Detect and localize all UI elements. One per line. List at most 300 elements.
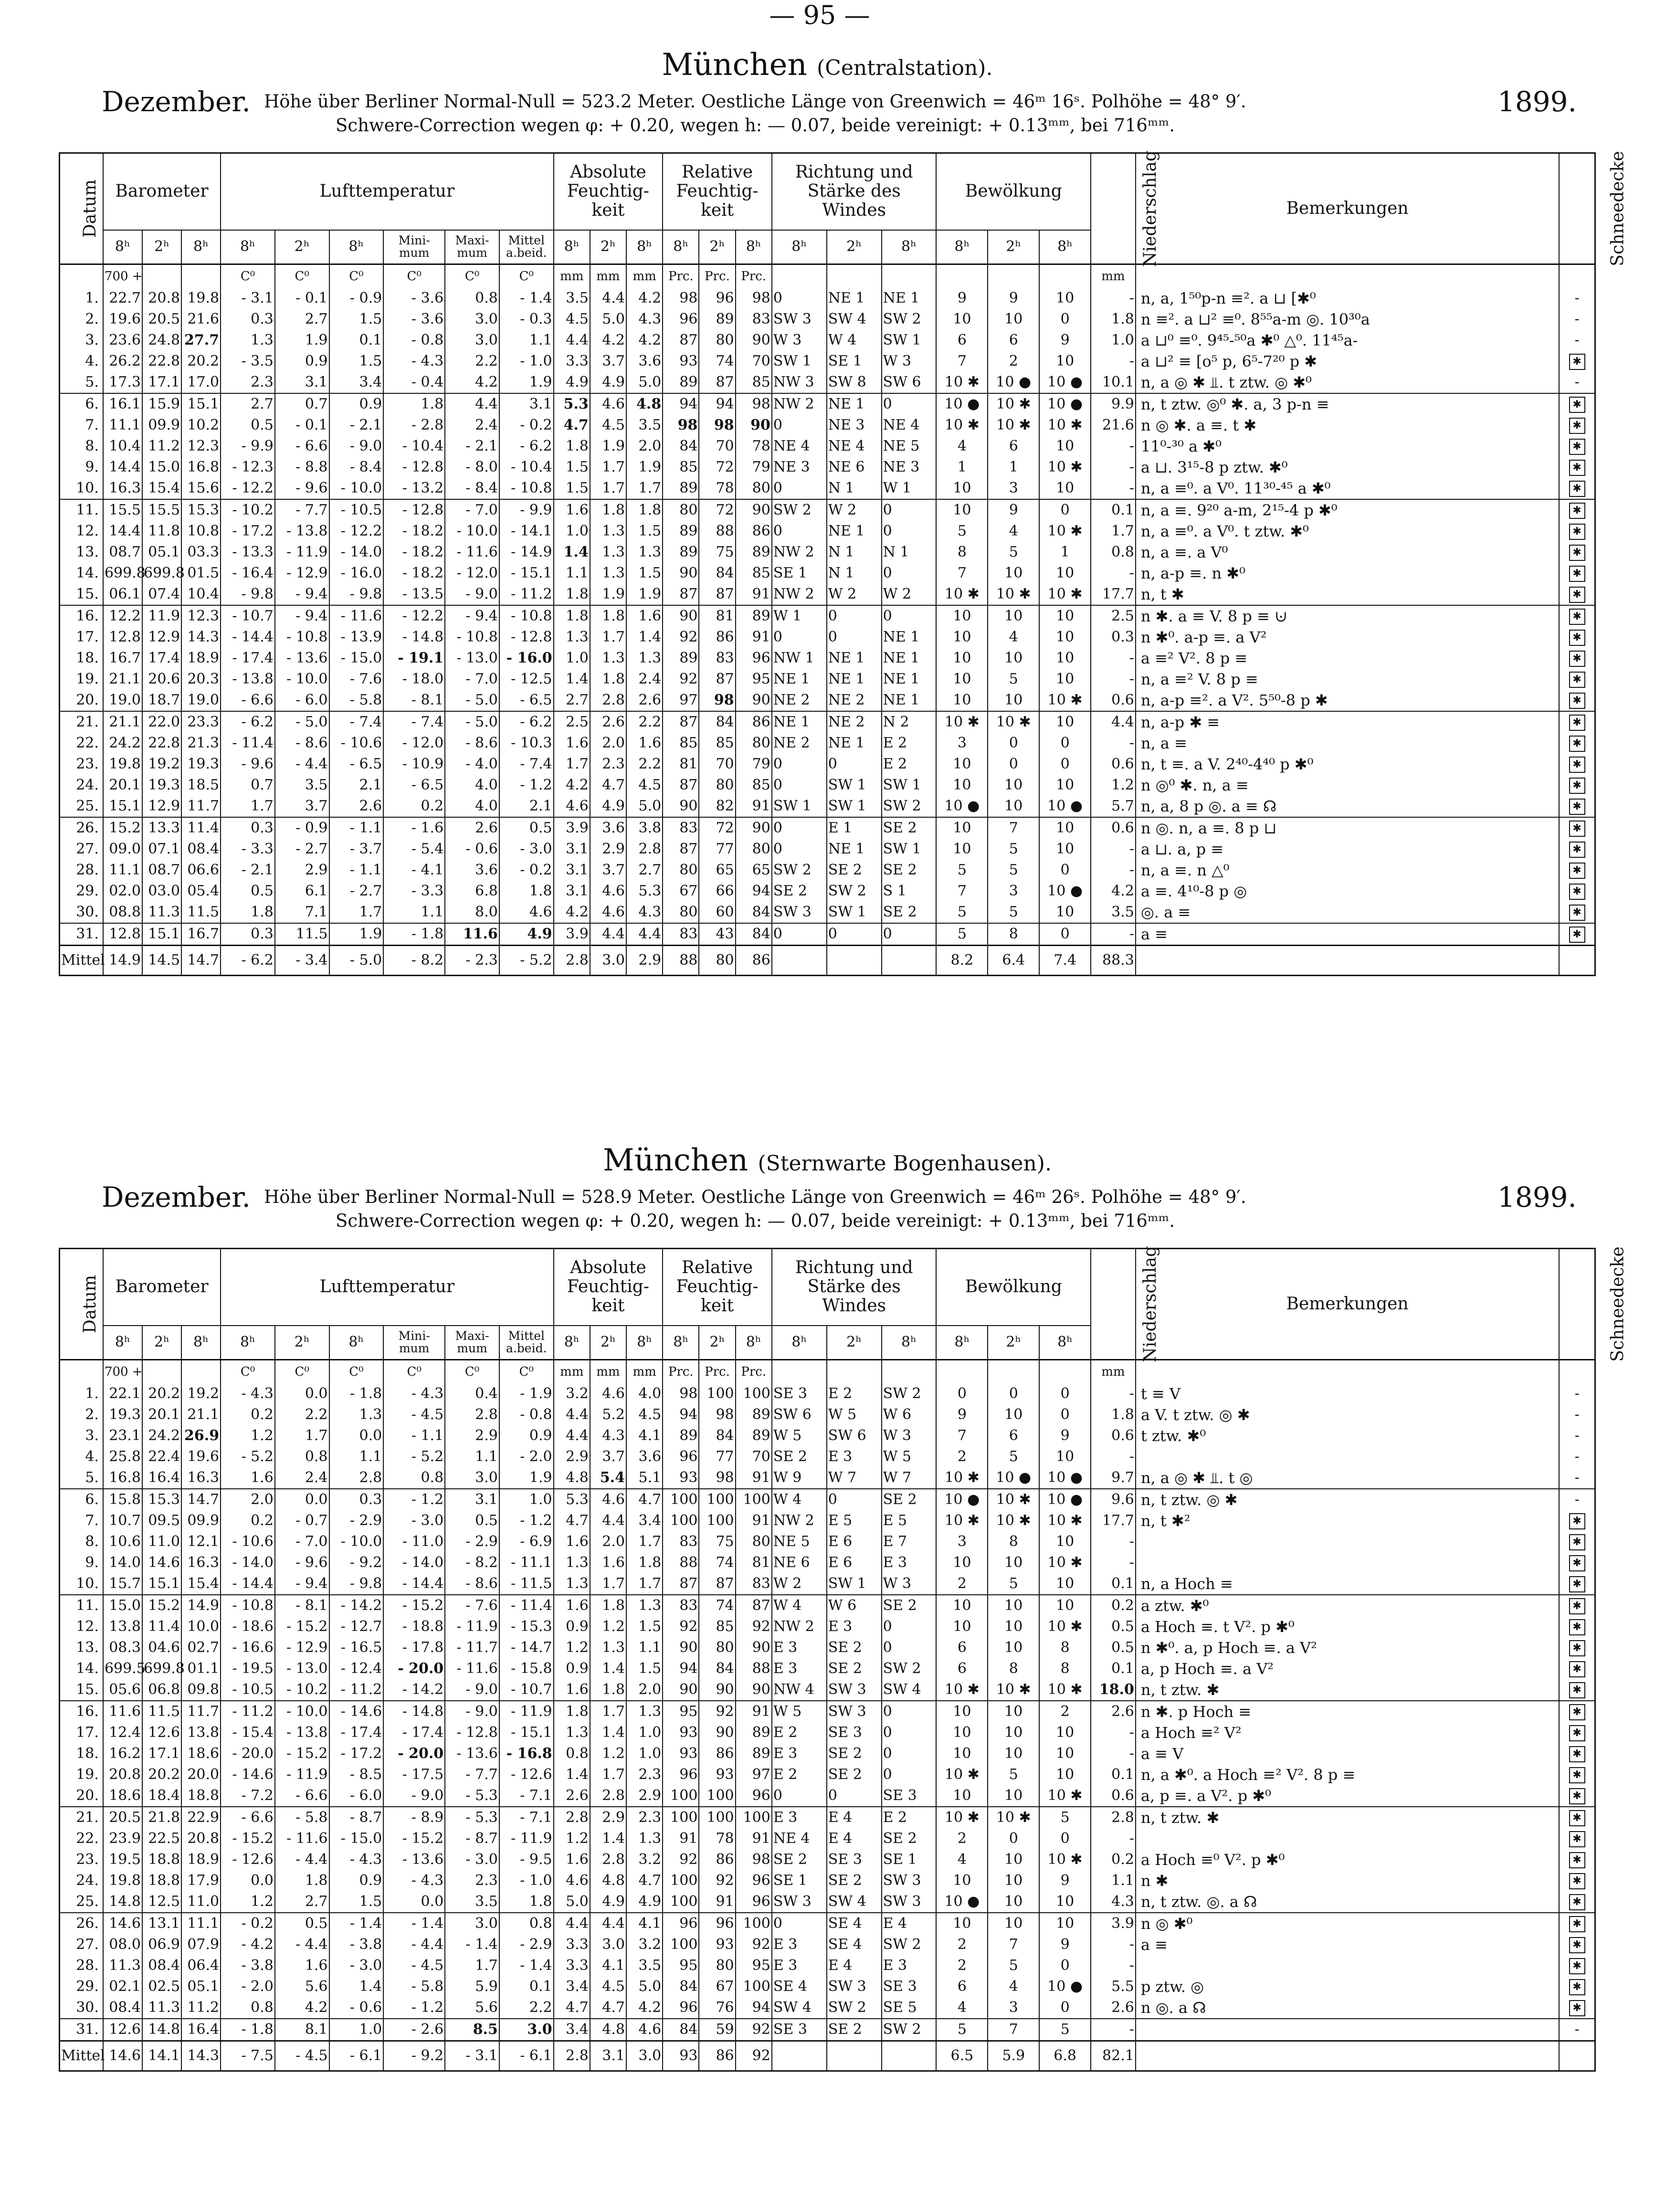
baro-8h-evening-cell: 02.7	[181, 1637, 221, 1658]
rel-hum-2h-cell: 100	[699, 1807, 735, 1828]
cloud-8h-evening-cell: 9	[1039, 1934, 1091, 1955]
temp-8h-evening-cell: - 0.6	[329, 1997, 384, 2019]
precipitation-cell: -	[1091, 1955, 1136, 1976]
remarks-cell: n ◎ ✱. a ≡. t ✱	[1136, 415, 1559, 436]
baro-8h-cell: 26.2	[103, 351, 142, 372]
wind-8h-cell: NE 6	[772, 1552, 827, 1573]
table-row	[60, 1510, 1595, 1531]
remarks-cell	[1136, 1955, 1559, 1976]
rel-hum-8h-evening-cell: 86	[736, 711, 772, 733]
temp-max-cell: - 8.4	[445, 478, 499, 499]
temp-8h-evening-cell: 1.1	[329, 1446, 384, 1467]
abs-feuchtigkeit-header: Absolute Feuchtig- keit	[554, 153, 663, 230]
precipitation-cell: 1.8	[1091, 1404, 1136, 1425]
rel-hum-8h-evening-cell: 98	[736, 288, 772, 309]
table-row	[60, 1531, 1595, 1552]
day-cell: 6.	[60, 393, 103, 415]
datum-header: Datum	[60, 1249, 103, 1360]
baro-8h-cell: 14.6	[103, 2041, 142, 2071]
hour-2-header: 2ʰ	[275, 1326, 329, 1360]
temp-mean-cell: - 6.9	[499, 1531, 554, 1552]
temp-max-cell: 2.6	[445, 817, 499, 839]
cloud-8h-cell: 7	[936, 563, 988, 584]
day-cell: 12.	[60, 521, 103, 542]
remarks-cell	[1136, 2041, 1559, 2071]
remarks-cell: a ≡	[1136, 1934, 1559, 1955]
cloud-8h-evening-cell: 10	[1039, 1531, 1091, 1552]
cloud-2h-cell: 6	[988, 330, 1039, 351]
wind-2h-cell: 0	[827, 627, 882, 648]
cloud-8h-evening-cell: 10 ●	[1039, 796, 1091, 817]
cloud-8h-evening-cell: 10 ✱	[1039, 584, 1091, 605]
cloud-2h-cell: 10	[988, 1891, 1039, 1913]
abs-hum-2h-cell: 4.7	[590, 1997, 626, 2019]
baro-8h-cell: 23.9	[103, 1828, 142, 1849]
wind-2h-cell: W 2	[827, 499, 882, 521]
rel-hum-8h-evening-cell: 89	[736, 605, 772, 627]
abs-hum-8h-cell: 1.5	[554, 457, 590, 478]
day-cell: 10.	[60, 478, 103, 499]
wind-2h-cell: 0	[827, 605, 882, 627]
wind-2h-cell: NE 2	[827, 711, 882, 733]
remarks-cell: n, t ztw. ✱	[1136, 1679, 1559, 1701]
wind-8h-cell: 0	[772, 415, 827, 436]
precipitation-cell: 0.5	[1091, 1637, 1136, 1658]
snow-cover-cell	[1559, 796, 1595, 817]
abs-hum-8h-evening-cell: 2.0	[626, 1679, 663, 1701]
wind-2h-cell: E 3	[827, 1446, 882, 1467]
temp-2h-cell: - 13.8	[275, 1722, 329, 1743]
snow-cover-cell	[1559, 1976, 1595, 1997]
abs-hum-2h-cell: 3.7	[590, 860, 626, 881]
cloud-8h-cell: 10	[936, 690, 988, 711]
precipitation-cell: 17.7	[1091, 584, 1136, 605]
temp-8h-evening-cell: - 7.6	[329, 669, 384, 690]
station-name: München	[662, 47, 807, 83]
abs-hum-8h-cell: 4.7	[554, 415, 590, 436]
lufttemperatur-header: Lufttemperatur	[221, 1249, 554, 1326]
temp-8h-cell: - 9.9	[221, 436, 275, 457]
wind-8h-evening-cell: S 1	[882, 881, 937, 902]
cloud-2h-cell: 10	[988, 309, 1039, 330]
temp-8h-cell: - 6.2	[221, 711, 275, 733]
cloud-2h-cell: 10	[988, 1785, 1039, 1807]
hour-8-header: 8ʰ	[554, 1326, 590, 1360]
abs-hum-8h-cell: 4.2	[554, 775, 590, 796]
wind-8h-evening-cell: 0	[882, 499, 937, 521]
rel-hum-8h-evening-cell: 100	[736, 1383, 772, 1404]
temp-2h-cell: 3.7	[275, 796, 329, 817]
wind-2h-cell	[827, 264, 882, 288]
temp-mean-cell: - 12.5	[499, 669, 554, 690]
temp-min-cell: - 4.3	[383, 1870, 445, 1891]
cloud-8h-cell: 6	[936, 1637, 988, 1658]
wind-8h-evening-cell: SW 1	[882, 330, 937, 351]
mittel-row	[60, 2041, 1595, 2071]
wind-2h-cell: E 6	[827, 1531, 882, 1552]
baro-2h-cell: 04.6	[142, 1637, 181, 1658]
temp-mean-cell: - 7.1	[499, 1785, 554, 1807]
cloud-8h-cell: 10 ●	[936, 1489, 988, 1510]
rel-hum-8h-evening-cell: 89	[736, 1425, 772, 1446]
baro-8h-cell: 19.8	[103, 754, 142, 775]
remarks-cell: n, a, 8 p ◎. a ≡ ☊	[1136, 796, 1559, 817]
rel-feuchtigkeit-header: Relative Feuchtig- keit	[663, 1249, 772, 1326]
temp-min-cell: - 1.6	[383, 817, 445, 839]
abs-hum-8h-cell: 0.9	[554, 1616, 590, 1637]
wind-8h-evening-cell: E 3	[882, 1552, 937, 1573]
rel-hum-8h-cell: 85	[663, 457, 699, 478]
abs-hum-2h-cell: 1.3	[590, 563, 626, 584]
baro-8h-evening-cell: 11.4	[181, 817, 221, 839]
rel-hum-8h-evening-cell: 90	[736, 1637, 772, 1658]
temp-8h-cell: 0.2	[221, 1510, 275, 1531]
rel-hum-2h-cell: 75	[699, 1531, 735, 1552]
abs-hum-8h-cell: 4.9	[554, 372, 590, 393]
table-row	[60, 648, 1595, 669]
snow-cover-box-icon: ✱	[1569, 460, 1585, 476]
temp-8h-cell: - 10.8	[221, 1595, 275, 1616]
remarks-cell: a ⊔. 3¹⁵-8 p ztw. ✱⁰	[1136, 457, 1559, 478]
temp-8h-cell: 1.8	[221, 902, 275, 923]
abs-hum-8h-evening-cell: 5.0	[626, 372, 663, 393]
abs-hum-8h-evening-cell: 5.3	[626, 881, 663, 902]
day-cell: 23.	[60, 754, 103, 775]
hour-8-header: 8ʰ	[1039, 230, 1091, 264]
baro-8h-cell: 16.8	[103, 1467, 142, 1489]
temp-mean-cell: 1.1	[499, 330, 554, 351]
rel-hum-8h-evening-cell: 70	[736, 1446, 772, 1467]
remarks-cell: n, a-p ≡. n ✱⁰	[1136, 563, 1559, 584]
baro-2h-cell: 15.0	[142, 457, 181, 478]
abs-hum-2h-cell: 4.4	[590, 1913, 626, 1934]
cloud-8h-evening-cell	[1039, 1360, 1091, 1384]
rel-hum-8h-cell: 80	[663, 860, 699, 881]
baro-8h-evening-cell: 20.0	[181, 1764, 221, 1785]
cloud-2h-cell: 10 ✱	[988, 1489, 1039, 1510]
cloud-8h-cell: 5	[936, 902, 988, 923]
rel-hum-2h-cell: 100	[699, 1383, 735, 1404]
temp-2h-cell: - 13.6	[275, 648, 329, 669]
cloud-8h-evening-cell: 9	[1039, 330, 1091, 351]
temp-min-cell: - 1.2	[383, 1489, 445, 1510]
cloud-8h-evening-cell	[1039, 264, 1091, 288]
hour-8-header: 8ʰ	[663, 1326, 699, 1360]
abs-hum-8h-evening-cell: 5.0	[626, 1976, 663, 1997]
rel-hum-2h-cell: 98	[699, 1404, 735, 1425]
snow-cover-cell	[1559, 1870, 1595, 1891]
temp-min-cell: - 13.6	[383, 1849, 445, 1870]
table-row	[60, 1552, 1595, 1573]
abs-hum-8h-evening-cell: 1.5	[626, 1658, 663, 1679]
snow-cover-cell	[1559, 1891, 1595, 1913]
abs-hum-8h-cell: 5.3	[554, 393, 590, 415]
temp-mean-cell: - 12.8	[499, 627, 554, 648]
cloud-8h-evening-cell: 10	[1039, 711, 1091, 733]
baro-8h-evening-cell: 23.3	[181, 711, 221, 733]
baro-8h-cell: 17.3	[103, 372, 142, 393]
rel-hum-8h-evening-cell: 96	[736, 1891, 772, 1913]
baro-2h-cell: 20.5	[142, 309, 181, 330]
baro-2h-cell: 09.5	[142, 1510, 181, 1531]
temp-mean-cell: - 12.6	[499, 1764, 554, 1785]
abs-hum-2h-cell: 1.9	[590, 436, 626, 457]
abs-hum-2h-cell: 1.3	[590, 521, 626, 542]
baro-2h-cell: 19.2	[142, 754, 181, 775]
temp-8h-evening-cell: - 15.0	[329, 648, 384, 669]
rel-hum-8h-evening-cell: 92	[736, 1616, 772, 1637]
baro-2h-cell: 17.1	[142, 372, 181, 393]
temp-8h-cell: - 14.6	[221, 1764, 275, 1785]
baro-8h-cell: 15.1	[103, 796, 142, 817]
remarks-cell	[1136, 1360, 1559, 1384]
snow-cover-cell	[1559, 478, 1595, 499]
temp-min-cell: - 2.6	[383, 2019, 445, 2041]
precipitation-cell: 5.7	[1091, 796, 1136, 817]
wind-2h-cell: SW 3	[827, 1679, 882, 1701]
wind-8h-evening-cell: SW 1	[882, 839, 937, 860]
abs-hum-8h-evening-cell: 1.0	[626, 1722, 663, 1743]
abs-hum-8h-evening-cell: 1.5	[626, 563, 663, 584]
snow-cover-cell	[1559, 690, 1595, 711]
temp-mean-cell: - 6.5	[499, 690, 554, 711]
temp-8h-cell: 0.8	[221, 1997, 275, 2019]
abs-hum-8h-cell: 2.9	[554, 1446, 590, 1467]
wind-8h-cell: NE 2	[772, 733, 827, 754]
temp-mean-cell: - 9.9	[499, 499, 554, 521]
snow-cover-box-icon: ✱	[1569, 842, 1585, 858]
day-cell: 26.	[60, 817, 103, 839]
remarks-cell: n ✱. a ≡ V. 8 p ≡ ⊍	[1136, 605, 1559, 627]
baro-2h-cell: 11.9	[142, 605, 181, 627]
wind-2h-cell: SE 4	[827, 1913, 882, 1934]
station-header	[59, 85, 1596, 152]
cloud-2h-cell: 2	[988, 351, 1039, 372]
temp-min-cell: - 9.2	[383, 2041, 445, 2071]
cloud-8h-evening-cell: 5	[1039, 1807, 1091, 1828]
cloud-2h-cell: 5	[988, 860, 1039, 881]
temp-mean-cell: 4.9	[499, 923, 554, 946]
temp-8h-cell: C⁰	[221, 1360, 275, 1384]
rel-hum-2h-cell: 98	[699, 415, 735, 436]
hour-2-header: 2ʰ	[142, 1326, 181, 1360]
table-row	[60, 1616, 1595, 1637]
temp-8h-evening-cell: - 1.1	[329, 860, 384, 881]
temp-8h-evening-cell: 0.1	[329, 330, 384, 351]
abs-hum-8h-cell: 1.2	[554, 1637, 590, 1658]
abs-hum-8h-cell: 1.3	[554, 1573, 590, 1595]
snow-cover-cell	[1559, 436, 1595, 457]
abs-hum-2h-cell: 4.7	[590, 775, 626, 796]
remarks-cell: a, p Hoch ≡. a V²	[1136, 1658, 1559, 1679]
snow-cover-cell	[1559, 521, 1595, 542]
rel-hum-2h-cell: 94	[699, 393, 735, 415]
maximum-header: Maxi- mum	[445, 230, 499, 264]
baro-8h-cell: 25.8	[103, 1446, 142, 1467]
cloud-8h-evening-cell: 10	[1039, 351, 1091, 372]
wind-8h-cell: NW 2	[772, 393, 827, 415]
rel-feuchtigkeit-header: Relative Feuchtig- keit	[663, 153, 772, 230]
abs-hum-2h-cell: 1.2	[590, 1743, 626, 1764]
temp-8h-cell: 1.7	[221, 796, 275, 817]
temp-8h-cell: - 13.8	[221, 669, 275, 690]
wind-8h-evening-cell: NE 3	[882, 457, 937, 478]
abs-hum-8h-evening-cell: 5.0	[626, 796, 663, 817]
abs-hum-8h-evening-cell: 4.8	[626, 393, 663, 415]
rel-hum-8h-cell: 98	[663, 288, 699, 309]
snow-cover-box-icon: ✱	[1569, 905, 1585, 921]
rel-hum-8h-cell: 100	[663, 1870, 699, 1891]
wind-8h-evening-cell: SW 3	[882, 1891, 937, 1913]
snow-cover-cell	[1559, 627, 1595, 648]
baro-8h-evening-cell: 11.7	[181, 1701, 221, 1722]
rel-hum-8h-evening-cell: 98	[736, 393, 772, 415]
wind-2h-cell: SW 6	[827, 1425, 882, 1446]
wind-2h-cell: SW 1	[827, 775, 882, 796]
temp-mean-cell: - 6.2	[499, 711, 554, 733]
temp-mean-cell: 1.9	[499, 1467, 554, 1489]
precipitation-cell: 3.9	[1091, 1913, 1136, 1934]
cloud-2h-cell: 10	[988, 1595, 1039, 1616]
day-cell: Mittel	[60, 946, 103, 976]
rel-hum-2h-cell: 76	[699, 1997, 735, 2019]
temp-mean-cell: - 11.9	[499, 1701, 554, 1722]
table-row	[60, 690, 1595, 711]
temp-max-cell: - 11.7	[445, 1637, 499, 1658]
temp-mean-cell: 1.8	[499, 881, 554, 902]
abs-hum-8h-cell: 3.9	[554, 817, 590, 839]
rel-hum-2h-cell: 74	[699, 1595, 735, 1616]
cloud-2h-cell: 10	[988, 775, 1039, 796]
baro-8h-cell: 14.4	[103, 521, 142, 542]
cloud-8h-cell: 10 ✱	[936, 1764, 988, 1785]
day-cell: 7.	[60, 415, 103, 436]
abs-hum-8h-evening-cell: 3.5	[626, 1955, 663, 1976]
baro-2h-cell: 12.9	[142, 627, 181, 648]
wind-8h-evening-cell: W 2	[882, 584, 937, 605]
remarks-cell: a ⊔⁰ ≡⁰. 9⁴⁵-⁵⁰a ✱⁰ △⁰. 11⁴⁵a-	[1136, 330, 1559, 351]
abs-hum-2h-cell: mm	[590, 1360, 626, 1384]
cloud-8h-evening-cell: 10	[1039, 839, 1091, 860]
rel-hum-8h-cell: 84	[663, 1976, 699, 1997]
wind-8h-evening-cell: NE 1	[882, 288, 937, 309]
cloud-2h-cell: 3	[988, 1997, 1039, 2019]
day-cell: Mittel	[60, 2041, 103, 2071]
temp-mean-cell: - 11.4	[499, 1595, 554, 1616]
wind-8h-cell: W 5	[772, 1701, 827, 1722]
wind-8h-cell: 0	[772, 288, 827, 309]
wind-8h-cell: SW 4	[772, 1997, 827, 2019]
temp-max-cell: 3.0	[445, 330, 499, 351]
baro-8h-evening-cell: 11.1	[181, 1913, 221, 1934]
baro-2h-cell	[142, 1360, 181, 1384]
remarks-cell: n, a ≡. a V⁰	[1136, 542, 1559, 563]
cloud-8h-evening-cell: 10 ●	[1039, 393, 1091, 415]
cloud-8h-cell: 10	[936, 1785, 988, 1807]
rel-hum-8h-cell: 81	[663, 754, 699, 775]
snow-cover-cell	[1559, 2041, 1595, 2071]
temp-8h-evening-cell: - 17.2	[329, 1743, 384, 1764]
snow-cover-box-icon: ✱	[1569, 1852, 1585, 1868]
day-cell: 17.	[60, 627, 103, 648]
abs-hum-8h-evening-cell: 4.5	[626, 775, 663, 796]
rel-hum-8h-cell: 100	[663, 1891, 699, 1913]
cloud-8h-evening-cell: 10	[1039, 1446, 1091, 1467]
temp-max-cell: 8.5	[445, 2019, 499, 2041]
temp-2h-cell: - 11.9	[275, 1764, 329, 1785]
hour-8-header: 8ʰ	[882, 1326, 937, 1360]
baro-8h-cell: 11.1	[103, 415, 142, 436]
baro-2h-cell: 05.1	[142, 542, 181, 563]
abs-hum-8h-cell: 1.2	[554, 1828, 590, 1849]
remarks-cell: a V. t ztw. ◎ ✱	[1136, 1404, 1559, 1425]
temp-min-cell: - 18.2	[383, 542, 445, 563]
rel-hum-8h-cell: 96	[663, 1913, 699, 1934]
wind-8h-cell: SE 2	[772, 881, 827, 902]
temp-mean-cell: - 1.2	[499, 775, 554, 796]
temp-8h-evening-cell: 1.0	[329, 2019, 384, 2041]
hour-8-header: 8ʰ	[1039, 1326, 1091, 1360]
cloud-8h-evening-cell: 8	[1039, 1658, 1091, 1679]
temp-max-cell: 0.5	[445, 1510, 499, 1531]
temp-max-cell: - 10.0	[445, 521, 499, 542]
wind-8h-cell: SW 3	[772, 1891, 827, 1913]
temp-min-cell: - 14.4	[383, 1573, 445, 1595]
cloud-8h-evening-cell: 10	[1039, 1891, 1091, 1913]
temp-max-cell: - 3.0	[445, 1849, 499, 1870]
baro-8h-evening-cell: 21.3	[181, 733, 221, 754]
snow-cover-box-icon: ✱	[1569, 1555, 1585, 1571]
mittel-row	[60, 946, 1595, 976]
temp-max-cell: - 2.3	[445, 946, 499, 976]
cloud-8h-cell: 10	[936, 817, 988, 839]
rel-hum-8h-evening-cell: 89	[736, 1743, 772, 1764]
abs-hum-2h-cell: 1.4	[590, 1658, 626, 1679]
temp-min-cell: - 8.1	[383, 690, 445, 711]
temp-8h-cell: - 10.2	[221, 499, 275, 521]
baro-8h-evening-cell: 08.4	[181, 839, 221, 860]
abs-hum-8h-cell: 1.7	[554, 754, 590, 775]
rel-hum-8h-evening-cell: 86	[736, 521, 772, 542]
abs-hum-8h-evening-cell: 4.9	[626, 1891, 663, 1913]
precipitation-cell: mm	[1091, 264, 1136, 288]
abs-hum-8h-cell: 1.8	[554, 605, 590, 627]
abs-hum-8h-cell: 3.3	[554, 1955, 590, 1976]
precipitation-cell: 17.7	[1091, 1510, 1136, 1531]
abs-hum-2h-cell: 4.6	[590, 393, 626, 415]
wind-8h-cell: NE 5	[772, 1531, 827, 1552]
rel-hum-8h-cell: 96	[663, 1446, 699, 1467]
abs-hum-8h-evening-cell: 4.3	[626, 309, 663, 330]
remarks-cell: n ✱. p Hoch ≡	[1136, 1701, 1559, 1722]
temp-mean-cell: - 0.3	[499, 309, 554, 330]
abs-feuchtigkeit-header: Absolute Feuchtig- keit	[554, 1249, 663, 1326]
bewoelkung-header: Bewölkung	[936, 153, 1091, 230]
wind-2h-cell: SW 1	[827, 796, 882, 817]
abs-hum-8h-evening-cell: 1.4	[626, 627, 663, 648]
cloud-8h-evening-cell: 0	[1039, 309, 1091, 330]
temp-max-cell: 0.4	[445, 1383, 499, 1404]
remarks-cell: a, p ≡. a V². p ✱⁰	[1136, 1785, 1559, 1807]
wind-2h-cell: N 1	[827, 478, 882, 499]
abs-hum-8h-cell: 2.8	[554, 946, 590, 976]
temp-8h-evening-cell: 0.3	[329, 1489, 384, 1510]
baro-8h-evening-cell: 16.4	[181, 2019, 221, 2041]
baro-8h-evening-cell: 06.6	[181, 860, 221, 881]
cloud-8h-evening-cell: 10 ●	[1039, 372, 1091, 393]
abs-hum-8h-cell: 4.7	[554, 1510, 590, 1531]
temp-2h-cell: 2.7	[275, 1891, 329, 1913]
